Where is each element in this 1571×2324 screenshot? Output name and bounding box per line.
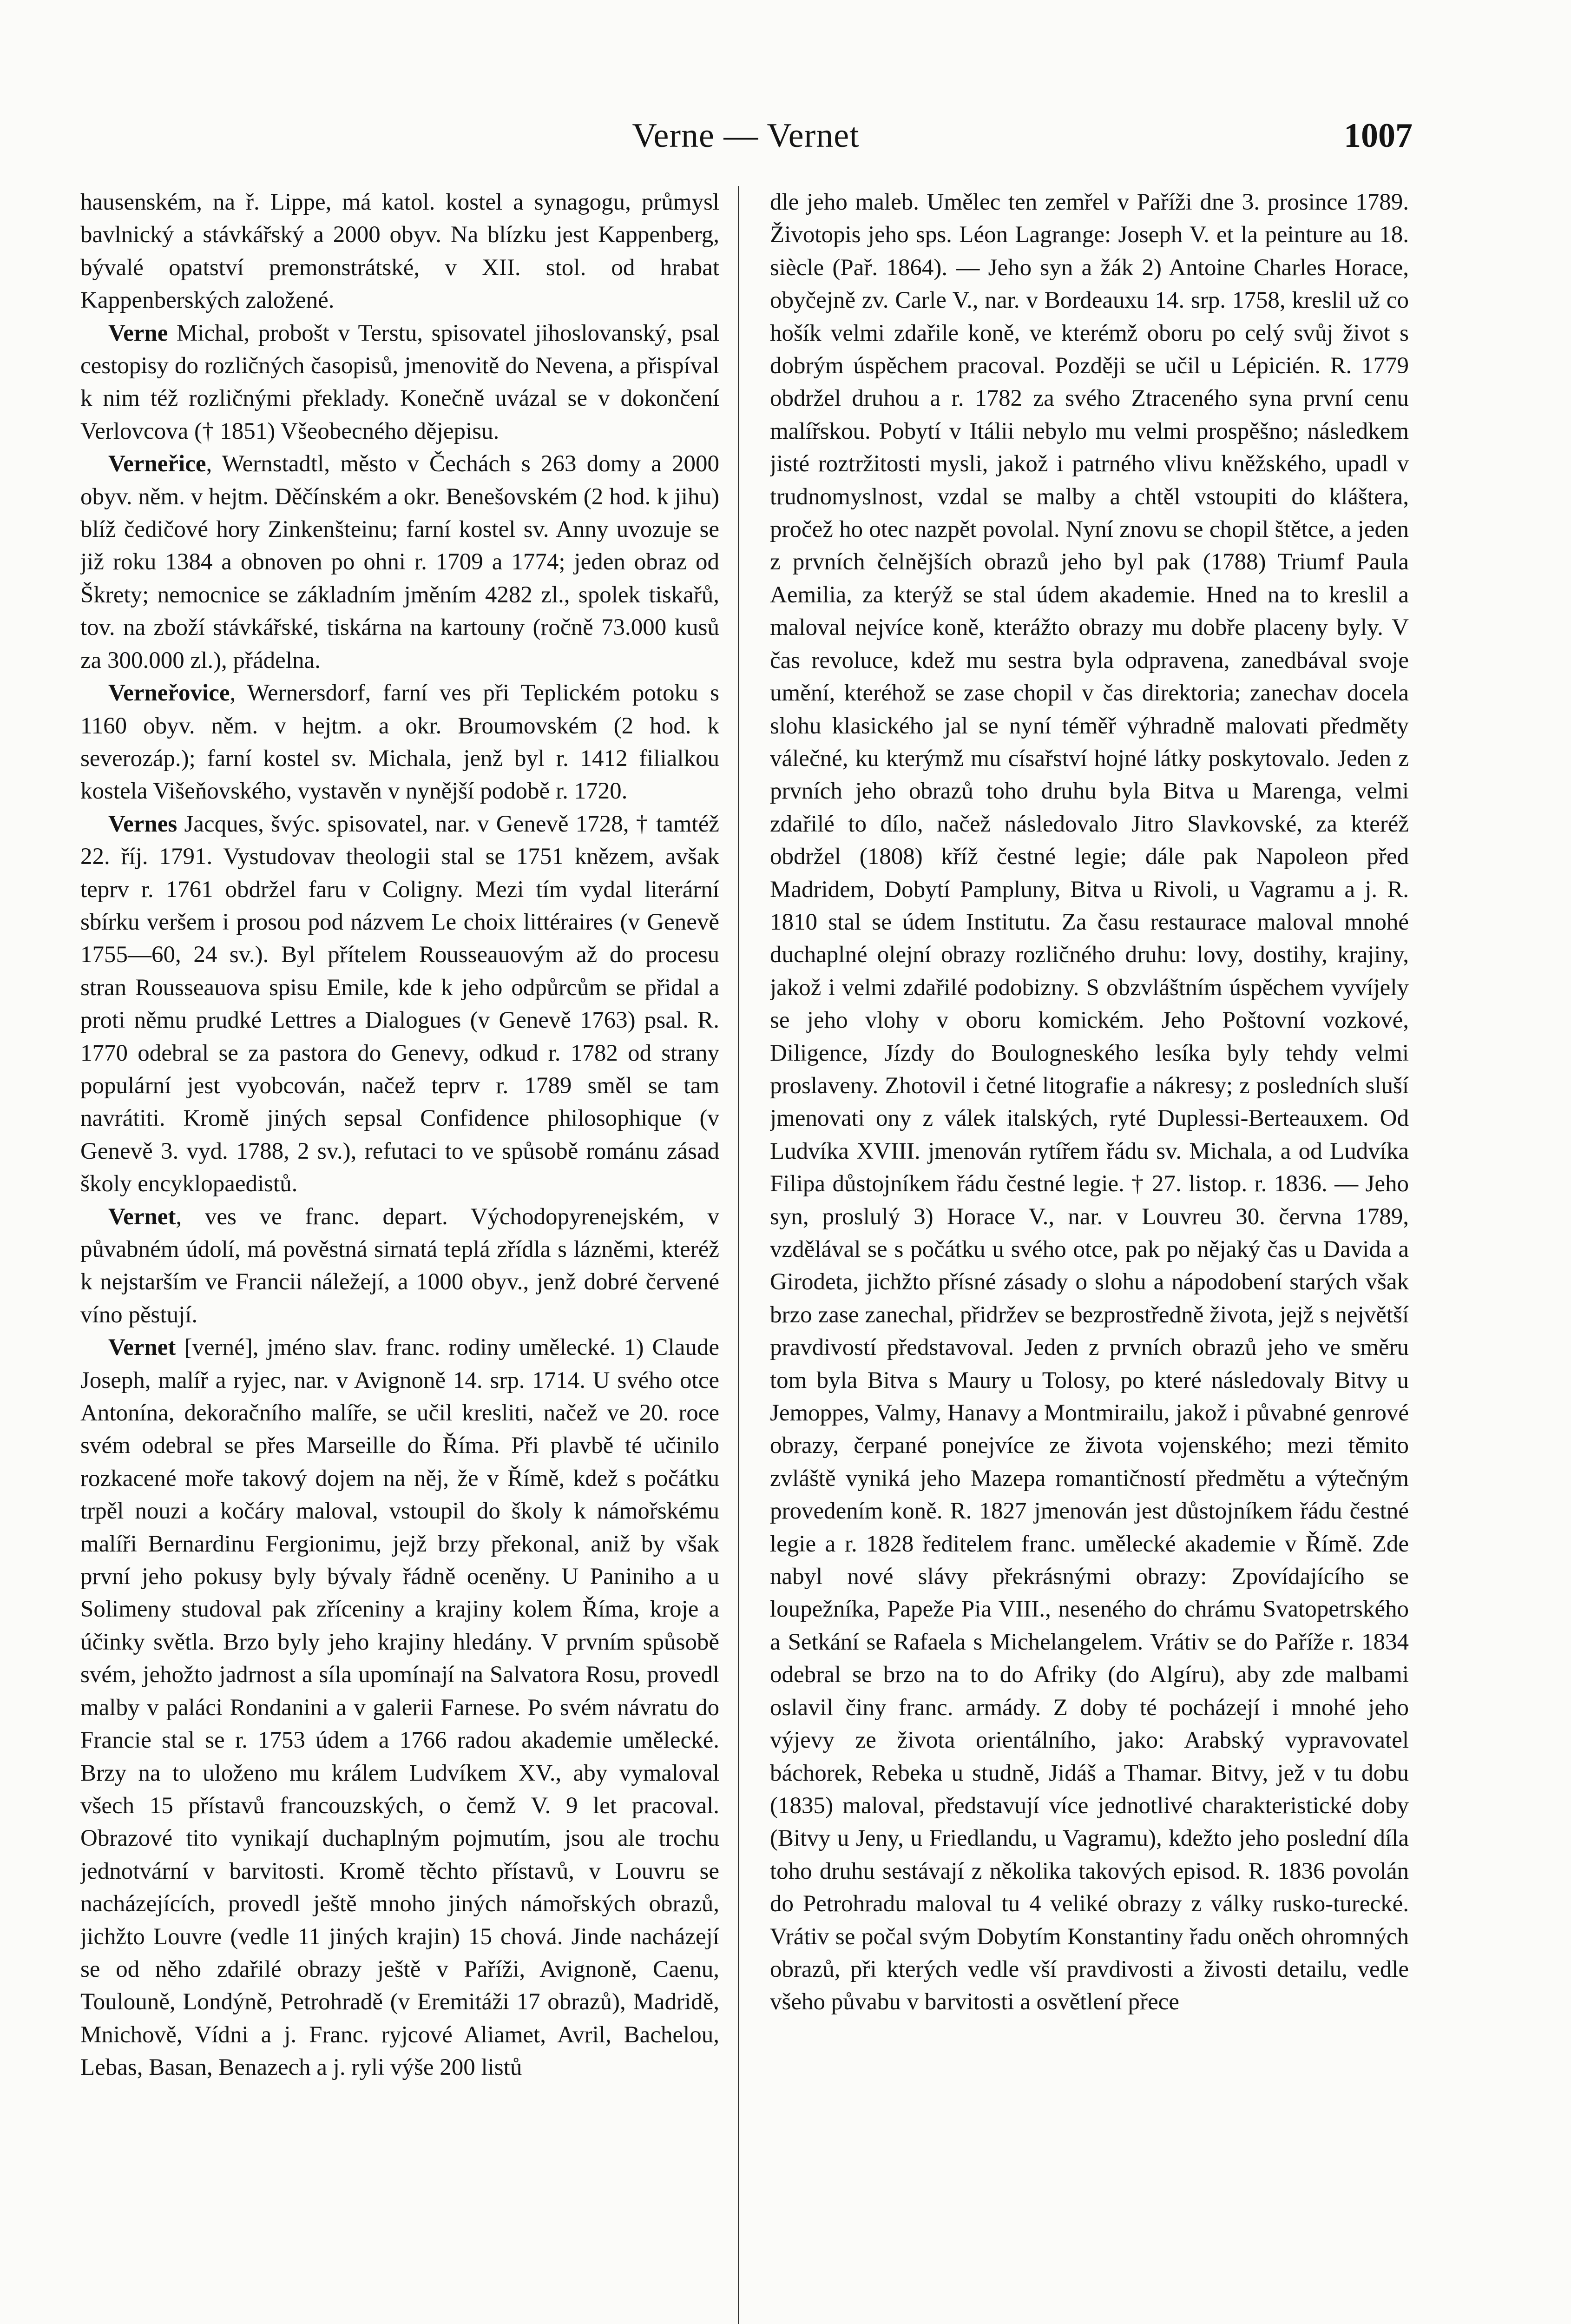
entry-text: Jacques, švýc. spisovatel, nar. v Genevě 1728, † tamtéž 22. říj. 1791. Vystudovav theologii stal se 1751 knězem, avšak teprv r. 1761 obdržel faru v Coligny. Mezi tím vydal literární sbírku veršem i prosou pod názvem Le choix littéraires (v Genevě 1755—60, 24 sv.). Byl přítelem Rousseauovým až do procesu stran Rousseauova spisu Emile, kde k jeho odpůrcům se přidal a proti němu prudké Lettres a Dialogues (v Genevě 1763) psal. R. 1770 odebral se za pastora do Genevy, odkud r. 1782 od strany populární jest vyobcován, načež teprv r. 1789 směl se tam navrátiti. Kromě jiných sepsal Confidence philosophique (v Genevě 3. vyd. 1788, 2 sv.), refutaci to ve spůsobě románu zásad školy encyklopaedistů. — [80, 811, 719, 1197]
page-header — [79, 116, 1413, 167]
entry-text: Michal, probošt v Terstu, spisovatel jihoslovanský, psal cestopisy do rozličných časopisů, jmenovitě do Nevena, a přispíval k nim též rozličnými překlady. Konečně uvázal se v dokončení Verlovcova († 1851) Všeobecného dějepisu. — [80, 320, 719, 444]
entry-text: , Wernersdorf, farní ves při Teplickém potoku s 1160 obyv. něm. v hejtm. a okr. Broumovském (2 hod. k severozáp.); farní kostel sv. Michala, jenž byl r. 1412 filialkou kostela Višeňovského, vystavěn v nynější podobě r. 1720. — [80, 680, 719, 805]
entry-headword: Vernet — [108, 1203, 176, 1230]
entry-vernerice — [80, 448, 719, 677]
entry-text: [verné], jméno slav. franc. rodiny umělecké. 1) Claude Joseph, malíř a ryjec, nar. v Avignoně 14. srp. 1714. U svého otce Antonína, dekoračního malíře, se učil kresliti, načež ve 20. roce svém odebral se přes Marseille do Říma. Při plavbě té učinilo rozkacené moře takový dojem na něj, že v Římě, kdež s počátku trpěl nouzi a kočáry maloval, vstoupil do školy k námořskému malíři Bernardinu Fergionimu, jejž brzy překonal, aniž by však první jeho pokusy byly bývaly řádně oceněny. U Paniniho a u Solimeny studoval pak zříceniny a krajiny kolem Říma, kroje a účinky světla. Brzo byly jeho krajiny hledány. V prvním spůsobě svém, jehožto jadrnost a síla upomínají na Salvatora Rosu, provedl malby v paláci Rondanini a v galerii Farnese. Po svém návratu do Francie stal se r. 1753 údem a 1766 radou akademie umělecké. Brzy na to uloženo mu králem Ludvíkem XV., aby vymaloval všech 15 přístavů francouzských, o čemž V. 9 let pracoval. Obrazové tito vynikají duchaplným pojmutím, jsou ale trochu jednotvární v barvitosti. Kromě těchto přístavů, v Louvru se nacházejících, provedl ještě mnoho jiných námořských obrazů, jichžto Louvre (vedle 11 jiných krajin) 15 chová. Jinde nacházejí se od něho zdařilé obrazy ještě v Paříži, Avignoně, Caenu, Toulouně, Londýně, Petrohradě (v Eremitáži 17 obrazů), Madridě, Mnichově, Vídni a j. Franc. ryjcové Aliamet, Avril, Bachelou, Lebas, Basan, Benazech a j. ryli výše 200 listů — [80, 1334, 719, 2081]
column-divider — [738, 186, 739, 2324]
entry-verne — [80, 317, 719, 448]
entry-headword: Verneřovice — [108, 680, 230, 706]
running-head: Verne — Vernet — [632, 117, 860, 155]
entry-text: , ves ve franc. depart. Východopyrenejském, v půvabném údolí, má pověstná sirnatá teplá zřídla s lázněmi, kteréž k nejstarším ve Francii náležejí, a 1000 obyv., jenž dobré červené víno pěstují. — [80, 1203, 719, 1328]
left-column — [80, 186, 719, 2324]
entry-headword: Vernes — [108, 811, 177, 837]
entry-vernet-family — [80, 1331, 719, 2084]
entry-continuation: hausenském, na ř. Lippe, má katol. kostel a synagogu, průmysl bavlnický a stávkářský a 2000 obyv. Na blízku jest Kappenberg, bývalé opatství premonstrátské, v XII. stol. od hrabat Kappenberských založené. — [80, 189, 719, 314]
entry-headword: Verneřice — [108, 451, 206, 477]
entry-headword: Verne — [108, 320, 168, 346]
entry-vernes — [80, 808, 719, 1201]
page-number: 1007 — [1344, 117, 1413, 155]
entry-text: , Wernstadtl, město v Čechách s 263 domy a 2000 obyv. něm. v hejtm. Děčínském a okr. Benešovském (2 hod. k jihu) blíž čedičové hory Zinkenšteinu; farní kostel sv. Anny uvozuje se již roku 1384 a obnoven po ohni r. 1709 a 1774; jeden obraz od Škrety; nemocnice se základním jměním 4282 zl., spolek tiskařů, tov. na zboží stávkářské, tiskárna na kartouny (ročně 73.000 kusů za 300.000 zl.), přádelna. — [80, 451, 719, 673]
right-column — [770, 186, 1409, 2324]
entry-continuation: dle jeho maleb. Umělec ten zemřel v Paříži dne 3. prosince 1789. Životopis jeho sps. Léon Lagrange: Joseph V. et la peinture au 18. siècle (Pař. 1864). — Jeho syn a žák 2) Antoine Charles Horace, obyčejně zv. Carle V., nar. v Bordeauxu 14. srp. 1758, kreslil už co hošík velmi zdařile koně, ve kterémž oboru po celý svůj život s dobrým úspěchem pracoval. Později se učil u Lépicién. R. 1779 obdržel druhou a r. 1782 za svého Ztraceného syna první cenu malířskou. Pobytí v Itálii nebylo mu velmi prospěšno; následkem jisté roztržitosti mysli, jakož i patrného vlivu kněžského, upadl v trudnomyslnost, vzdal se malby a chtěl vstoupiti do kláštera, pročež ho otec nazpět povolal. Nyní znovu se chopil štětce, a jeden z prvních čelnějších obrazů jeho byl pak (1788) Triumf Paula Aemilia, za kterýž se stal údem akademie. Hned na to kreslil a maloval nejvíce koně, kterážto obrazy mu dobře placeny byly. V čas revoluce, kdež mu sestra byla odpravena, zanedbával svoje umění, kteréhož se zase chopil v čas direktoria; zanechav docela slohu klasického jal se nyní téměř výhradně malovati předměty válečné, ku kterýmž mu císařství hojné látky poskytovalo. Jeden z prvních jeho obrazů toho druhu byla Bitva u Marenga, velmi zdařilé to dílo, načež následovalo Jitro Slavkovské, za kteréž obdržel (1808) kříž čestné legie; dále pak Napoleon před Madridem, Dobytí Pampluny, Bitva u Rivoli, u Vagramu a j. R. 1810 stal se údem Institutu. Za času restaurace maloval mnohé duchaplné olejní obrazy rozličného druhu: lovy, dostihy, krajiny, jakož i velmi zdařilé podobizny. S obzvláštním úspěchem vyvíjely se jeho vlohy v oboru komickém. Jeho Poštovní vozkové, Diligence, Jízdy do Boulogneského lesíka byly tehdy velmi proslaveny. Zhotovil i četné litografie a nákresy; z posledních sluší jmenovati ony z válek italských, ryté Duplessi-Berteauxem. Od Ludvíka XVIII. jmenován rytířem řádu sv. Michala, a od Ludvíka Filipa důstojníkem řádu čestné legie. † 27. listop. r. 1836. — Jeho syn, proslulý 3) Horace V., nar. v Louvreu 30. června 1789, vzdělával se s počátku u svého otce, pak po nějaký čas u Davida a Girodeta, jichžto přísné zásady o slohu a nápodobení starých však brzo zase zanechal, přidržev se bezprostředně života, jejž s největší pravdivostí představoval. Jeden z prvních obrazů jeho ve směru tom byla Bitva s Maury u Tolosy, po které následovaly Bitvy u Jemoppes, Valmy, Hanavy a Montmirailu, jakož i půvabné genrové obrazy, čerpané ponejvíce ze života vojenského; mezi těmito zvláště vyniká jeho Mazepa romantičností předmětu a výtečným provedením koně. R. 1827 jmenován jest důstojníkem řádu čestné legie a r. 1828 ředitelem franc. umělecké akademie v Římě. Zde nabyl nové slávy překrásnými obrazy: Zpovídajícího se loupežníka, Papeže Pia VIII., neseného do chrámu Svatopetrského a Setkání se Rafaela s Michelangelem. Vrátiv se do Paříže r. 1834 odebral se brzo na to do Afriky (do Algíru), aby zde malbami oslavil činy franc. armády. Z doby té pocházejí i mnohé jeho výjevy ze života orientálního, jako: Arabský vypravovatel báchorek, Rebeka u studně, Jidáš a Thamar. Bitvy, jež v tu dobu (1835) maloval, představují více jednotlivé charakteristické doby (Bitvy u Jeny, u Friedlandu, u Vagramu), kdežto jeho poslední díla toho druhu sestávají z několika takových episod. R. 1836 povolán do Petrohradu maloval tu 4 veliké obrazy z války rusko-turecké. Vrátiv se počal svým Dobytím Konstantiny řadu oněch ohromných obrazů, při kterých vedle vší pravdivosti a živosti detailu, vedle všeho půvabu v barvitosti a osvětlení přece — [770, 189, 1409, 2015]
entry-vernet-village — [80, 1201, 719, 1332]
entry-headword: Vernet — [108, 1334, 176, 1361]
entry-vernerovice — [80, 677, 719, 808]
